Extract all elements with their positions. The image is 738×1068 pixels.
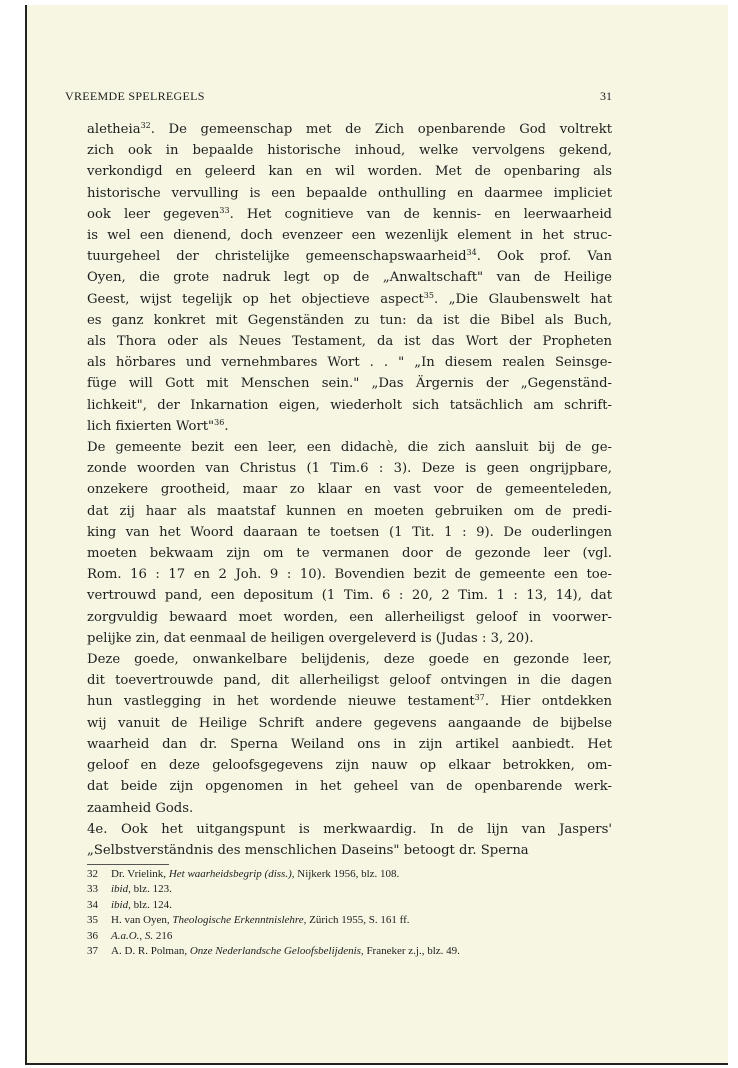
text-run: dit toevertrouwde pand, dit allerheiligst geloof ontvingen in die dagen — [87, 673, 612, 689]
footnote-number: 34 — [87, 898, 98, 911]
text-line — [87, 691, 612, 712]
text-run: Deze goede, onwankelbare belijdenis, deze goede en gezonde leer, — [87, 652, 612, 668]
text-line — [87, 161, 612, 182]
text-line — [87, 819, 612, 840]
text-line — [87, 437, 612, 458]
paragraph-3 — [87, 649, 612, 819]
paragraph-1 — [87, 119, 612, 437]
page-edge-left — [25, 5, 27, 1065]
text-run: vertrouwd pand, een depositum (1 Tim. 6 : 20, 2 Tim. 1 : 13, 14), dat — [87, 588, 612, 604]
text-run: waarheid dan dr. Sperna Weiland ons in zijn artikel aanbiedt. Het — [87, 736, 612, 752]
text-run: historische vervulling is een bepaalde onthulling en daarmee impliciet — [87, 185, 612, 201]
text-run: lich fixierten Wort" — [87, 418, 215, 434]
footnote — [87, 913, 612, 928]
footnote-separator — [87, 864, 169, 865]
text-run: Geest, wijst tegelijk op het objectieve aspect — [87, 291, 424, 307]
footnote-text: blz. 124. — [130, 898, 172, 911]
text-line — [87, 564, 612, 585]
text-run: lichkeit", der Inkarnation eigen, wiederholt sich tatsächlich am schrift- — [87, 397, 612, 413]
text-run: verkondigd en geleerd kan en wil worden. Met de openbaring als — [87, 164, 612, 180]
paragraph-4 — [87, 819, 612, 861]
text-run: moeten bekwaam zijn om te vermanen door de gezonde leer (vgl. — [87, 546, 612, 562]
footnote-text: Dr. Vrielink, — [111, 868, 169, 880]
text-run: Oyen, die grote nadruk legt op de „Anwaltschaft" van de Heilige — [87, 270, 612, 286]
text-line — [87, 331, 612, 352]
text-line — [87, 416, 612, 437]
text-run: als Thora oder als Neues Testament, da ist das Wort der Propheten — [87, 334, 612, 350]
page-number: 31 — [600, 89, 612, 103]
text-line — [87, 246, 612, 267]
text-run: tuurgeheel der christelijke gemeenschapswaarheid — [87, 249, 467, 265]
footnote-number: 33 — [87, 883, 98, 896]
footnote-text: Nijkerk 1956, blz. 108. — [294, 868, 400, 880]
text-line — [87, 713, 612, 734]
text-run: zaamheid Gods. — [87, 800, 194, 816]
text-run: pelijke zin, dat eenmaal de heiligen overgeleverd is (Judas : 3, 20). — [87, 630, 534, 646]
text-run: dat zij haar als maatstaf kunnen en moeten gebruiken om de predi- — [87, 503, 612, 519]
text-line — [87, 310, 612, 331]
text-line — [87, 479, 612, 500]
footnote-text: A. D. R. Polman, — [111, 945, 190, 958]
text-run: geloof en deze geloofsgegevens zijn nauw op elkaar betrokken, om- — [87, 758, 612, 774]
running-title: VREEMDE SPELREGELS — [65, 89, 205, 103]
text-run: „Selbstverständnis des menschlichen Daseins" betoogt dr. Sperna — [87, 842, 529, 858]
text-run: zonde woorden van Christus (1 Tim.6 : 3). Deze is geen ongrijpbare, — [87, 461, 612, 477]
text-line — [87, 289, 612, 310]
footnote — [87, 898, 612, 913]
footnote-number: 32 — [87, 868, 98, 880]
text-line — [87, 395, 612, 416]
text-run: es ganz konkret mit Gegenständen zu tun: da ist die Bibel als Buch, — [87, 312, 612, 328]
text-line — [87, 204, 612, 225]
text-line — [87, 458, 612, 479]
footnote-text: H. van Oyen, — [111, 914, 173, 927]
text-line — [87, 352, 612, 373]
footnote — [87, 929, 612, 944]
footnote-title: ibid, — [111, 898, 131, 911]
page-edge-bottom — [25, 1063, 728, 1065]
text-run: als hörbares und vernehmbares Wort . . " „In diesem realen Seinsge- — [87, 355, 612, 371]
footnote-title: Onze Nederlandsche Geloofsbelijdenis, — [189, 945, 364, 958]
text-run: hun vastlegging in het wordende nieuwe testament — [87, 694, 475, 710]
footnote-ref: 36 — [214, 417, 225, 427]
paragraph-2 — [87, 437, 612, 649]
text-run: zorgvuldig bewaard moet worden, een allerheiligst geloof in voorwer- — [87, 609, 612, 625]
text-run: . — [224, 418, 229, 434]
footnote-ref: 34 — [466, 248, 477, 258]
text-run: ook leer gegeven — [87, 206, 220, 222]
text-line — [87, 225, 612, 246]
text-run: füge will Gott mit Menschen sein." „Das Ärgernis der „Gegenständ- — [87, 376, 612, 392]
text-run: . De gemeenschap met de Zich openbarende God voltrekt — [150, 122, 612, 137]
body-text — [87, 119, 612, 861]
footnote-number: 36 — [87, 929, 98, 942]
text-run: . Het cognitieve van de kennis- en leerwaarheid — [229, 206, 612, 222]
text-run: is wel een dienend, doch evenzeer een wezenlijk element in het struc- — [87, 228, 612, 244]
text-run: aletheia — [87, 122, 141, 137]
footnote-ref: 32 — [140, 121, 151, 130]
footnote-title: Het waarheidsbegrip (diss.), — [168, 868, 295, 880]
text-line — [87, 798, 612, 819]
text-run: king van het Woord daaraan te toetsen (1 Tit. 1 : 9). De ouderlingen — [87, 524, 612, 540]
text-line — [87, 522, 612, 543]
text-line — [87, 628, 612, 649]
text-line — [87, 607, 612, 628]
footnote-text: blz. 123. — [130, 883, 172, 896]
text-run: wij vanuit de Heilige Schrift andere gegevens aangaande de bijbelse — [87, 715, 612, 731]
footnotes — [87, 867, 612, 959]
footnote-ref: 37 — [474, 693, 485, 703]
text-line — [87, 840, 612, 861]
text-run: Rom. 16 : 17 en 2 Joh. 9 : 10). Bovendien bezit de gemeente een toe- — [87, 567, 612, 583]
text-line — [87, 119, 612, 140]
text-line — [87, 585, 612, 606]
text-line — [87, 670, 612, 691]
text-run: . Hier ontdekken — [484, 694, 612, 710]
text-run: zich ook in bepaalde historische inhoud, welke vervolgens gekend, — [87, 143, 612, 159]
footnote-title: ibid, — [111, 883, 131, 896]
text-line — [87, 373, 612, 394]
footnote-text: 216 — [153, 929, 173, 942]
footnote-title: A.a.O., S. — [111, 929, 154, 942]
text-run: . Ook prof. Van — [476, 249, 612, 265]
footnote — [87, 944, 612, 959]
text-run: . „Die Glaubenswelt hat — [433, 291, 613, 307]
text-line — [87, 267, 612, 288]
text-run: 4e. Ook het uitgangspunt is merkwaardig. In de lijn van Jaspers' — [87, 821, 612, 837]
text-run: dat beide zijn opgenomen in het geheel van de openbarende werk- — [87, 779, 612, 795]
text-line — [87, 649, 612, 670]
text-run: De gemeente bezit een leer, een didachè, die zich aansluit bij de ge- — [87, 440, 612, 456]
footnote-number: 37 — [87, 945, 98, 958]
text-line — [87, 776, 612, 797]
footnote — [87, 867, 612, 882]
text-line — [87, 501, 612, 522]
footnote-number: 35 — [87, 914, 98, 927]
footnote-text: Zürich 1955, S. 161 ff. — [306, 914, 410, 927]
text-line — [87, 755, 612, 776]
footnote-ref: 33 — [219, 205, 230, 215]
footnote-title: Theologische Erkenntnislehre, — [172, 914, 307, 927]
footnote — [87, 882, 612, 897]
footnote-ref: 35 — [423, 290, 434, 300]
text-line — [87, 140, 612, 161]
text-line — [87, 734, 612, 755]
text-line — [87, 183, 612, 204]
text-line — [87, 543, 612, 564]
footnote-text: Franeker z.j., blz. 49. — [363, 945, 460, 958]
text-run: onzekere grootheid, maar zo klaar en vast voor de gemeenteleden, — [87, 482, 612, 498]
